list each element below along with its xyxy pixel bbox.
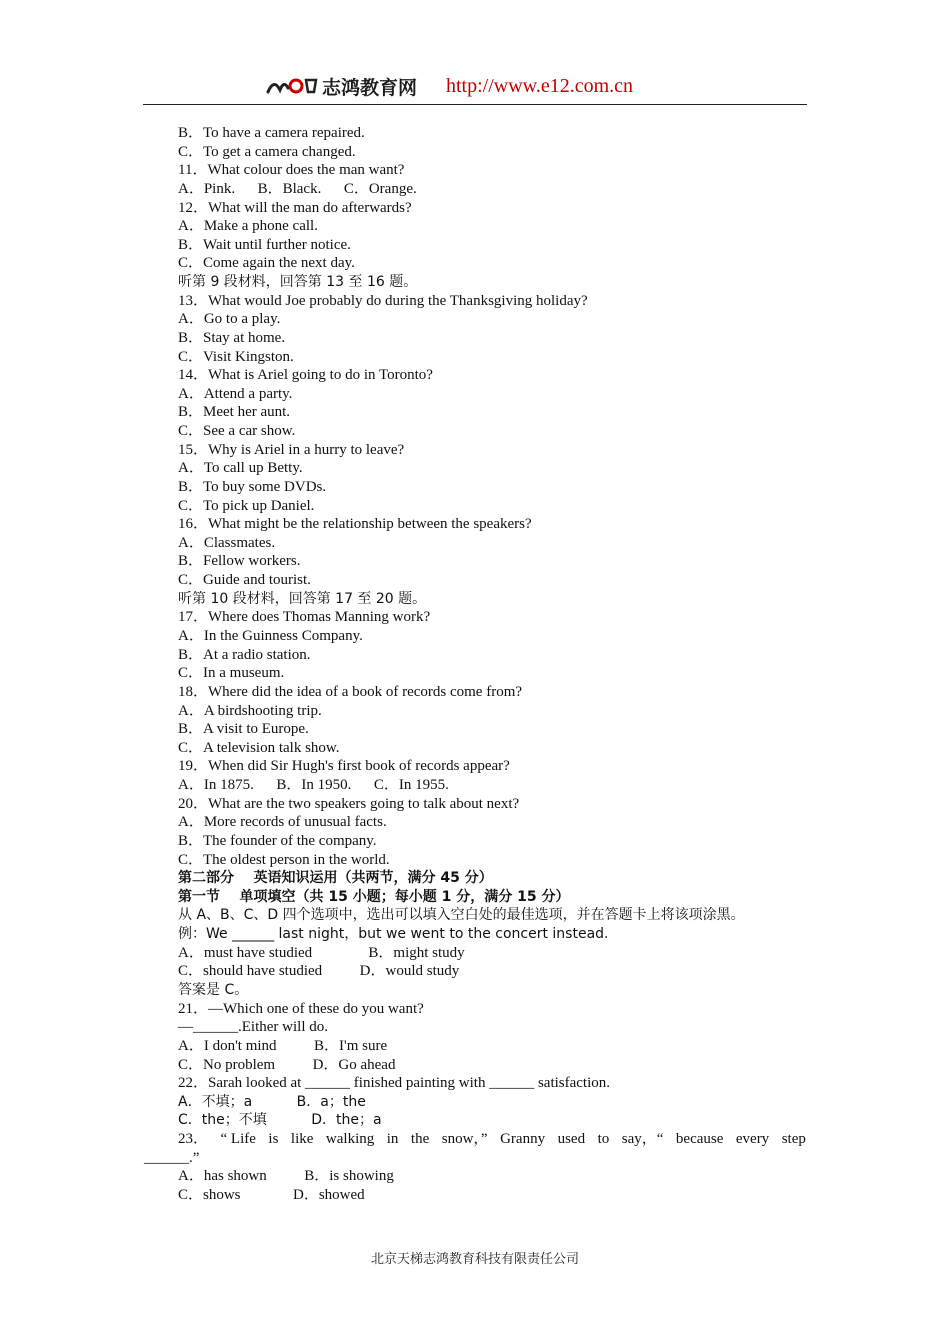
question-23-word: say，“ bbox=[621, 1131, 664, 1148]
text-line: B．At a radio station. bbox=[178, 646, 311, 663]
question-23-word: 23． bbox=[178, 1131, 209, 1148]
text-line: 18．Where did the idea of a book of records come from? bbox=[178, 683, 523, 700]
answer-options: A．has shown B．is showing bbox=[178, 1168, 394, 1185]
question-23-word: to bbox=[597, 1131, 610, 1148]
text-line: 15．Why is Ariel in a hurry to leave? bbox=[178, 441, 405, 458]
text-line: A．Go to a play. bbox=[178, 311, 281, 328]
text-line: C．A television talk show. bbox=[178, 739, 340, 756]
text-line: 20．What are the two speakers going to talk about next? bbox=[178, 795, 520, 812]
text-line: 21．—Which one of these do you want? bbox=[178, 1000, 424, 1017]
text-line: A．不填；a B．a；the bbox=[178, 1093, 366, 1110]
text-line: 11．What colour does the man want? bbox=[178, 162, 405, 179]
text-line: 12．What will the man do afterwards? bbox=[178, 199, 412, 216]
text-line: 例：We ______ last night，but we went to the concert instead. bbox=[178, 926, 609, 943]
text-line: B．Stay at home. bbox=[178, 329, 286, 346]
page-header bbox=[0, 70, 950, 106]
question-23-word: because bbox=[675, 1131, 724, 1148]
text-line: 14．What is Ariel going to do in Toronto? bbox=[178, 367, 433, 384]
text-line: 第二部分 英语知识运用（共两节，满分 45 分） bbox=[178, 870, 493, 887]
question-23-word: “ Life bbox=[220, 1131, 256, 1148]
text-line: A．More records of unusual facts. bbox=[178, 814, 387, 831]
text-line: 16．What might be the relationship between the speakers? bbox=[178, 516, 532, 533]
text-line: A．To call up Betty. bbox=[178, 460, 303, 477]
site-url-link[interactable]: http://www.e12.com.cn bbox=[446, 75, 634, 97]
text-line: C．To get a camera changed. bbox=[178, 143, 356, 160]
text-line: A．Pink. B．Black. C．Orange. bbox=[178, 180, 417, 197]
page-footer: 北京天梯志鸿教育科技有限责任公司 bbox=[370, 1252, 579, 1267]
text-line: B．The founder of the company. bbox=[178, 832, 377, 849]
text-line: C．To pick up Daniel. bbox=[178, 497, 315, 514]
question-23-word: Granny bbox=[500, 1131, 546, 1148]
text-line: —______.Either will do. bbox=[178, 1019, 328, 1036]
text-line: 从 A、B、C、D 四个选项中，选出可以填入空白处的最佳选项，并在答题卡上将该项涂黑。 bbox=[178, 907, 745, 924]
text-line: A．Make a phone call. bbox=[178, 218, 318, 235]
text-line: A．Classmates. bbox=[178, 534, 276, 551]
logo-text: 志鸿教育网 bbox=[322, 77, 418, 99]
question-23-word: is bbox=[268, 1131, 279, 1148]
header-rule bbox=[143, 104, 807, 105]
text-line: C．Visit Kingston. bbox=[178, 348, 294, 365]
text-line: 19．When did Sir Hugh's first book of records appear? bbox=[178, 758, 510, 775]
text-line: B．Fellow workers. bbox=[178, 553, 301, 570]
text-line: B．Meet her aunt. bbox=[178, 404, 291, 421]
text-line: 听第 9 段材料，回答第 13 至 16 题。 bbox=[178, 274, 418, 291]
text-line: B．Wait until further notice. bbox=[178, 236, 351, 253]
text-line: A．A birdshooting trip. bbox=[178, 702, 322, 719]
text-line: 听第 10 段材料，回答第 17 至 20 题。 bbox=[178, 590, 427, 607]
text-line: 答案是 C。 bbox=[178, 981, 249, 998]
question-23-word: used bbox=[557, 1131, 586, 1148]
answer-options: C．shows D．showed bbox=[178, 1186, 365, 1203]
question-23-word: the bbox=[410, 1131, 430, 1148]
text-line: A．I don't mind B．I'm sure bbox=[178, 1037, 388, 1054]
text-line: 17．Where does Thomas Manning work? bbox=[178, 609, 431, 626]
text-line: A．In 1875. B．In 1950. C．In 1955. bbox=[178, 777, 449, 794]
text-line: 22．Sarah looked at ______ finished painting with ______ satisfaction. bbox=[178, 1075, 611, 1092]
text-line: A．In the Guinness Company. bbox=[178, 628, 363, 644]
text-line: B．To buy some DVDs. bbox=[178, 478, 327, 495]
question-23-word: every bbox=[735, 1131, 770, 1148]
question-23-word: step bbox=[781, 1131, 806, 1148]
text-line: 第一节 单项填空（共 15 小题；每小题 1 分，满分 15 分） bbox=[178, 888, 570, 905]
text-line: B．To have a camera repaired. bbox=[178, 125, 365, 141]
text-line: C．should have studied D．would study bbox=[178, 963, 460, 980]
text-line: C．See a car show. bbox=[178, 423, 296, 440]
text-line: C．The oldest person in the world. bbox=[178, 851, 390, 868]
question-23-continuation: ______.” bbox=[144, 1149, 200, 1166]
text-line: C．In a museum. bbox=[178, 665, 285, 682]
question-23-word: like bbox=[290, 1131, 314, 1148]
text-line: C．Come again the next day. bbox=[178, 255, 355, 272]
text-line: 13．What would Joe probably do during the Thanksgiving holiday? bbox=[178, 292, 588, 309]
question-23-word: snow，” bbox=[441, 1131, 488, 1148]
question-23-line bbox=[178, 1130, 806, 1149]
question-23-word: walking bbox=[325, 1131, 375, 1148]
text-line: B．A visit to Europe. bbox=[178, 721, 309, 738]
text-line: C．the；不填 D．the；a bbox=[178, 1112, 382, 1129]
text-line: A．Attend a party. bbox=[178, 385, 293, 402]
text-line: A．must have studied B．might study bbox=[178, 944, 465, 961]
text-line: C．No problem D．Go ahead bbox=[178, 1056, 396, 1073]
logo-mark-icon bbox=[266, 74, 318, 98]
question-23-word: in bbox=[386, 1131, 399, 1148]
text-line: C．Guide and tourist. bbox=[178, 572, 311, 589]
